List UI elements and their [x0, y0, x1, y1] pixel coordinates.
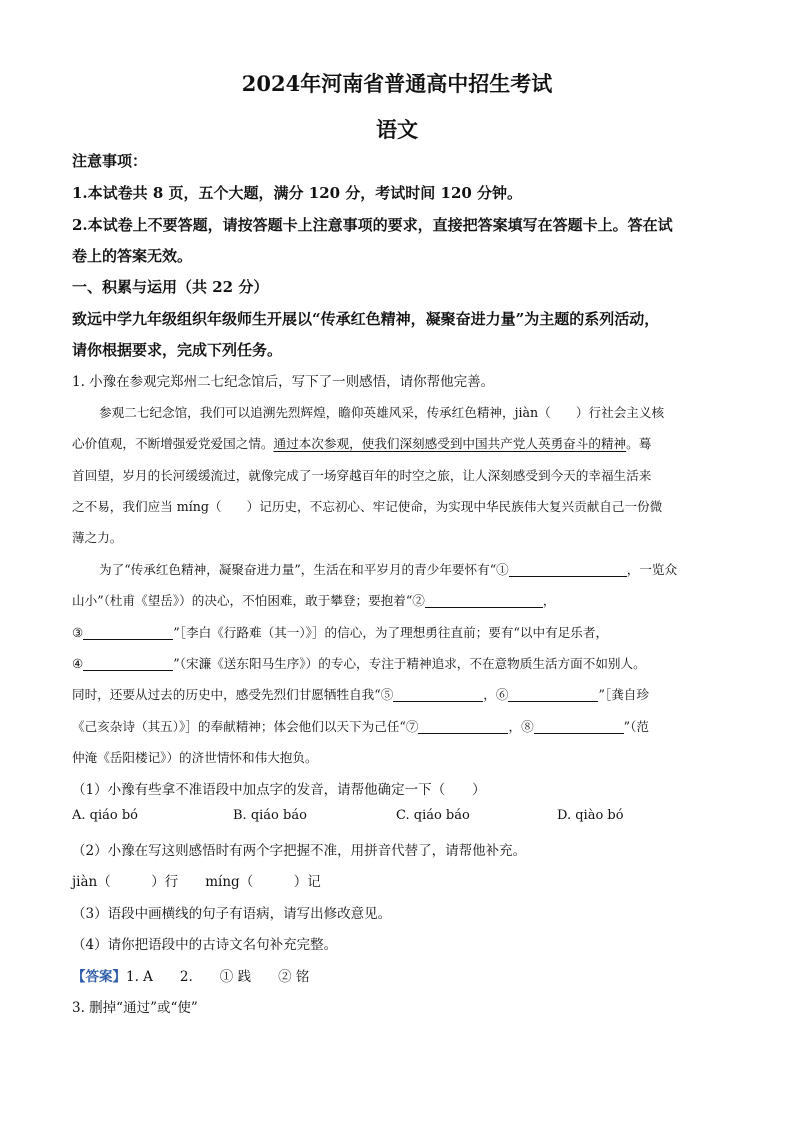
section-heading: 一、积累与运用（共 22 分）: [72, 278, 269, 296]
option-b[interactable]: B. qiáo báo: [233, 808, 307, 823]
answer-text-1: 1. A 2. ① 践 ② 铭: [126, 969, 310, 985]
para2-line-2: [72, 590, 722, 609]
option-c[interactable]: C. qiáo báo: [396, 808, 470, 823]
blank-7[interactable]: [418, 719, 508, 734]
para1-line-2: [72, 433, 722, 452]
blank-4[interactable]: [83, 656, 173, 671]
blank-6[interactable]: [508, 687, 598, 702]
notice-heading: 注意事项：: [72, 152, 148, 170]
para2-line-6: [72, 716, 722, 735]
para2-line-5-middle: ，⑥: [483, 687, 509, 702]
para1-line-5: 薄之力。: [72, 530, 123, 545]
para2-line-4-start: ④: [72, 656, 84, 671]
para1-line-2-start: 心价值观，不断增强爱党爱国之情。: [72, 436, 274, 451]
blank-2[interactable]: [425, 593, 543, 608]
para1-line-1: 参观二七纪念馆，我们可以追溯先烈辉煌，瞻仰英雄风采，传承红色精神，jiàn（ ）行社会主义核: [99, 405, 665, 420]
underlined-sentence: 通过本次参观，使我们深刻感受到中国共产党人英勇奋斗的精神: [273, 436, 627, 451]
para2-line-3-start: ③: [72, 625, 84, 640]
option-a[interactable]: A. qiáo bó: [72, 808, 138, 823]
section-intro-line-2: 请你根据要求，完成下列任务。: [72, 341, 283, 359]
exam-title: 2024年河南省普通高中招生考试: [241, 71, 553, 96]
para2-line-5-end: ”［龚自珍: [598, 687, 649, 702]
para2-line-7: 仲淹《岳阳楼记》）的济世情怀和伟大抱负。: [72, 750, 318, 765]
para2-line-4: [72, 653, 722, 672]
para2-line-1-end: ，一览众: [626, 562, 678, 577]
para2-line-3: [72, 622, 722, 641]
para2-line-6-end: ”（范: [623, 719, 649, 734]
para1-line-2-end: 。蓦: [626, 436, 652, 451]
para2-line-6-middle: ，⑧: [508, 719, 534, 734]
sub-question-1: （1）小豫有些拿不准语段中加点字的发音，请帮他确定一下（ ）: [72, 782, 486, 798]
para2-line-4-end: ”（宋濂《送东阳马生序》）的专心，专注于精神追求，不在意物质生活方面不如别人。: [173, 656, 646, 671]
para1-line-4: 之不易，我们应当 míng（ ）记历史，不忘初心、牢记使命，为实现中华民族伟大复兴贡献自己一份微: [72, 499, 663, 514]
para2-line-2-start: 山小”（杜甫《望岳》）的决心，不怕困难，敢于攀登；要抱着“②: [72, 593, 425, 608]
sub-question-4: （4）请你把语段中的古诗文名句补充完整。: [72, 937, 338, 953]
answer-line-2: 3. 删掉“通过”或“使”: [72, 1000, 198, 1016]
sub-question-2: （2）小豫在写这则感悟时有两个字把握不准，用拼音代替了，请帮他补充。: [72, 843, 527, 859]
section-intro-line-1: 致远中学九年级组织年级师生开展以“传承红色精神，凝聚奋进力量”为主题的系列活动，: [72, 310, 660, 328]
option-d[interactable]: D. qiào bó: [557, 808, 624, 823]
para1-line-3: 首回望，岁月的长河缓缓流过，就像完成了一场穿越百年的时空之旅，让人深刻感受到今天的幸福生活来: [72, 468, 652, 483]
notice-item-2-line-1: 2.本试卷上不要答题，请按答题卡上注意事项的要求，直接把答案填写在答题卡上。答在试: [72, 216, 673, 234]
notice-item-2-line-2: 卷上的答案无效。: [72, 247, 193, 265]
para2-line-1: [99, 559, 724, 578]
blank-5[interactable]: [393, 687, 483, 702]
para2-line-1-start: 为了“传承红色精神，凝聚奋进力量”，生活在和平岁月的青少年要怀有“①: [99, 562, 509, 577]
para2-line-3-end: ”［李白《行路难（其一）》］的信心，为了理想勇往直前；要有“以中有足乐者，: [173, 625, 609, 640]
subject-title: 语文: [376, 117, 418, 142]
blank-1[interactable]: [509, 562, 627, 577]
sub-question-2-fill[interactable]: jiàn（ ）行 míng（ ）记: [72, 874, 321, 890]
sub-question-3: （3）语段中画横线的句子有语病，请写出修改意见。: [72, 906, 392, 922]
answer-line-1: [72, 965, 722, 985]
question-1-stem: 1. 小豫在参观完郑州二七纪念馆后，写下了一则感悟，请你帮他完善。: [72, 374, 495, 390]
blank-8[interactable]: [534, 719, 624, 734]
notice-item-1: 1.本试卷共 8 页，五个大题，满分 120 分，考试时间 120 分钟。: [72, 184, 523, 202]
blank-3[interactable]: [83, 625, 173, 640]
answer-tag: 【答案】: [72, 969, 126, 985]
para2-line-6-start: 《己亥杂诗（其五）》］的奉献精神；体会他们以天下为己任“⑦: [72, 719, 419, 734]
para2-line-5: [72, 684, 722, 703]
para2-line-2-end: ，: [542, 593, 556, 608]
para2-line-5-start: 同时，还要从过去的历史中，感受先烈们甘愿牺牲自我“⑤: [72, 687, 394, 702]
